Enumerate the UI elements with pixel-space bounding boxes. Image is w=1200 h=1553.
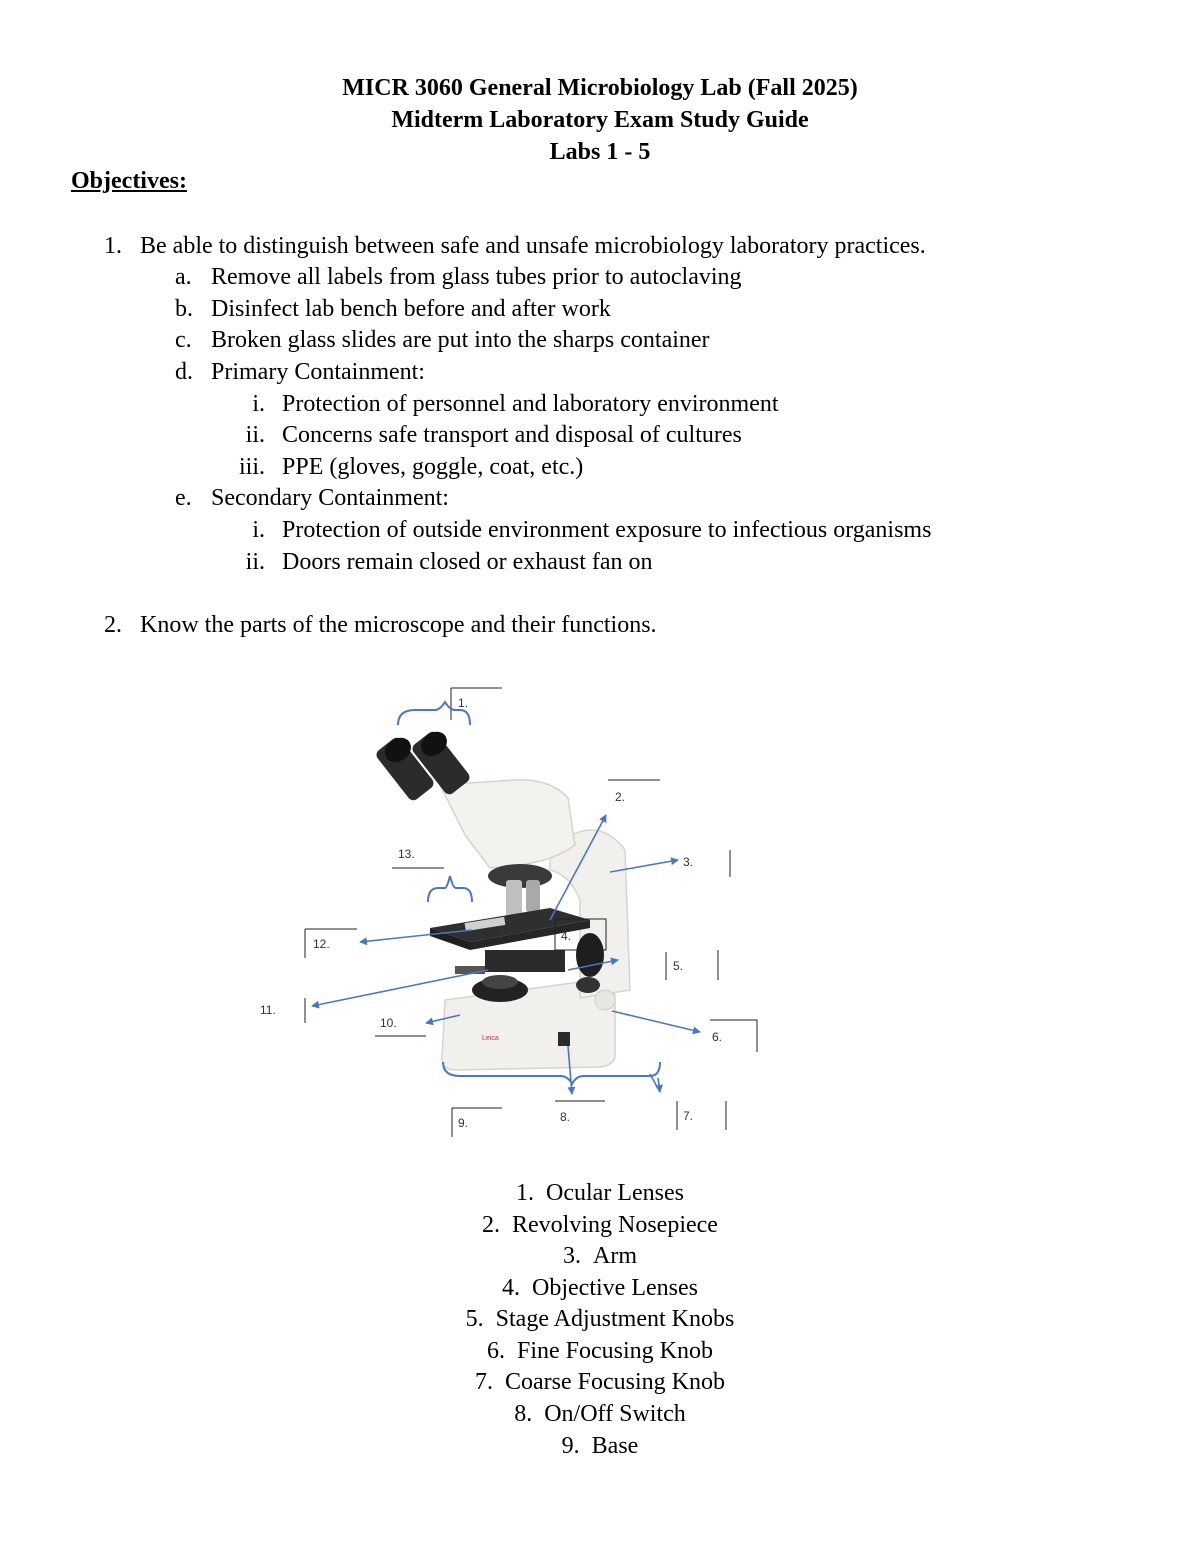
list-number: 1. [104, 233, 122, 259]
legend-item: 7. Coarse Focusing Knob [475, 1369, 725, 1395]
list-text: Remove all labels from glass tubes prior to autoclaving [211, 264, 742, 290]
list-item [175, 327, 710, 354]
list-text: PPE (gloves, goggle, coat, etc.) [282, 454, 584, 480]
diagram-label-3: 3. [683, 855, 694, 869]
diagram-label-13: 13. [398, 847, 415, 861]
list-roman: iii. [238, 454, 265, 480]
list-letter: e. [175, 485, 192, 511]
objective-text: Be able to distinguish between safe and unsafe microbiology laboratory practices. [140, 233, 926, 259]
diagram-label-2: 2. [615, 790, 626, 804]
legend-item: 5. Stage Adjustment Knobs [465, 1306, 735, 1332]
list-roman: ii. [245, 549, 265, 575]
list-text: Protection of outside environment exposure to infectious organisms [282, 517, 932, 543]
diagram-label-1: 1. [458, 696, 469, 710]
document-header [0, 73, 1200, 169]
diagram-label-11: 11. [260, 1003, 276, 1017]
list-letter: b. [175, 296, 193, 322]
course-title: MICR 3060 General Microbiology Lab (Fall 2025) [342, 75, 858, 101]
legend-item: 3. Arm [563, 1243, 637, 1269]
microscope-illustration [374, 727, 630, 1070]
list-text: Broken glass slides are put into the sharps container [211, 327, 710, 353]
labs-range: Labs 1 - 5 [549, 139, 651, 165]
list-letter: c. [175, 327, 192, 353]
list-item [175, 359, 425, 386]
legend-item: 9. Base [561, 1433, 639, 1459]
list-roman: i. [252, 517, 265, 543]
legend-item: 6. Fine Focusing Knob [486, 1338, 713, 1364]
svg-text:Leica: Leica [482, 1035, 499, 1042]
objective-1 [104, 233, 926, 260]
diagram-label-6: 6. [712, 1030, 723, 1044]
diagram-label-8: 8. [560, 1110, 571, 1124]
list-letter: a. [175, 264, 192, 290]
list-item [175, 485, 449, 512]
diagram-label-12: 12. [313, 937, 330, 951]
legend-item: 8. On/Off Switch [514, 1401, 686, 1427]
objectives-heading: Objectives: [71, 168, 187, 194]
objective-2 [104, 612, 657, 639]
objective-text: Know the parts of the microscope and their functions. [140, 612, 657, 638]
list-roman: i. [252, 391, 265, 417]
microscope-diagram [250, 680, 790, 1140]
list-text: Primary Containment: [211, 359, 425, 385]
diagram-label-4: 4. [561, 929, 572, 943]
list-item [175, 264, 742, 291]
diagram-label-5: 5. [673, 959, 684, 973]
list-text: Doors remain closed or exhaust fan on [282, 549, 653, 575]
legend-item: 1. Ocular Lenses [516, 1180, 684, 1206]
legend-item: 2. Revolving Nosepiece [482, 1212, 718, 1238]
list-letter: d. [175, 359, 193, 385]
list-text: Disinfect lab bench before and after work [211, 296, 611, 322]
list-number: 2. [104, 612, 122, 638]
list-item [175, 296, 611, 323]
diagram-label-7: 7. [683, 1109, 694, 1123]
list-text: Protection of personnel and laboratory environment [282, 391, 779, 417]
list-roman: ii. [245, 422, 265, 448]
diagram-label-10: 10. [380, 1016, 397, 1030]
list-text: Concerns safe transport and disposal of cultures [282, 422, 742, 448]
diagram-label-9: 9. [458, 1116, 469, 1130]
list-text: Secondary Containment: [211, 485, 449, 511]
legend-item: 4. Objective Lenses [502, 1275, 698, 1301]
guide-title: Midterm Laboratory Exam Study Guide [391, 107, 809, 133]
